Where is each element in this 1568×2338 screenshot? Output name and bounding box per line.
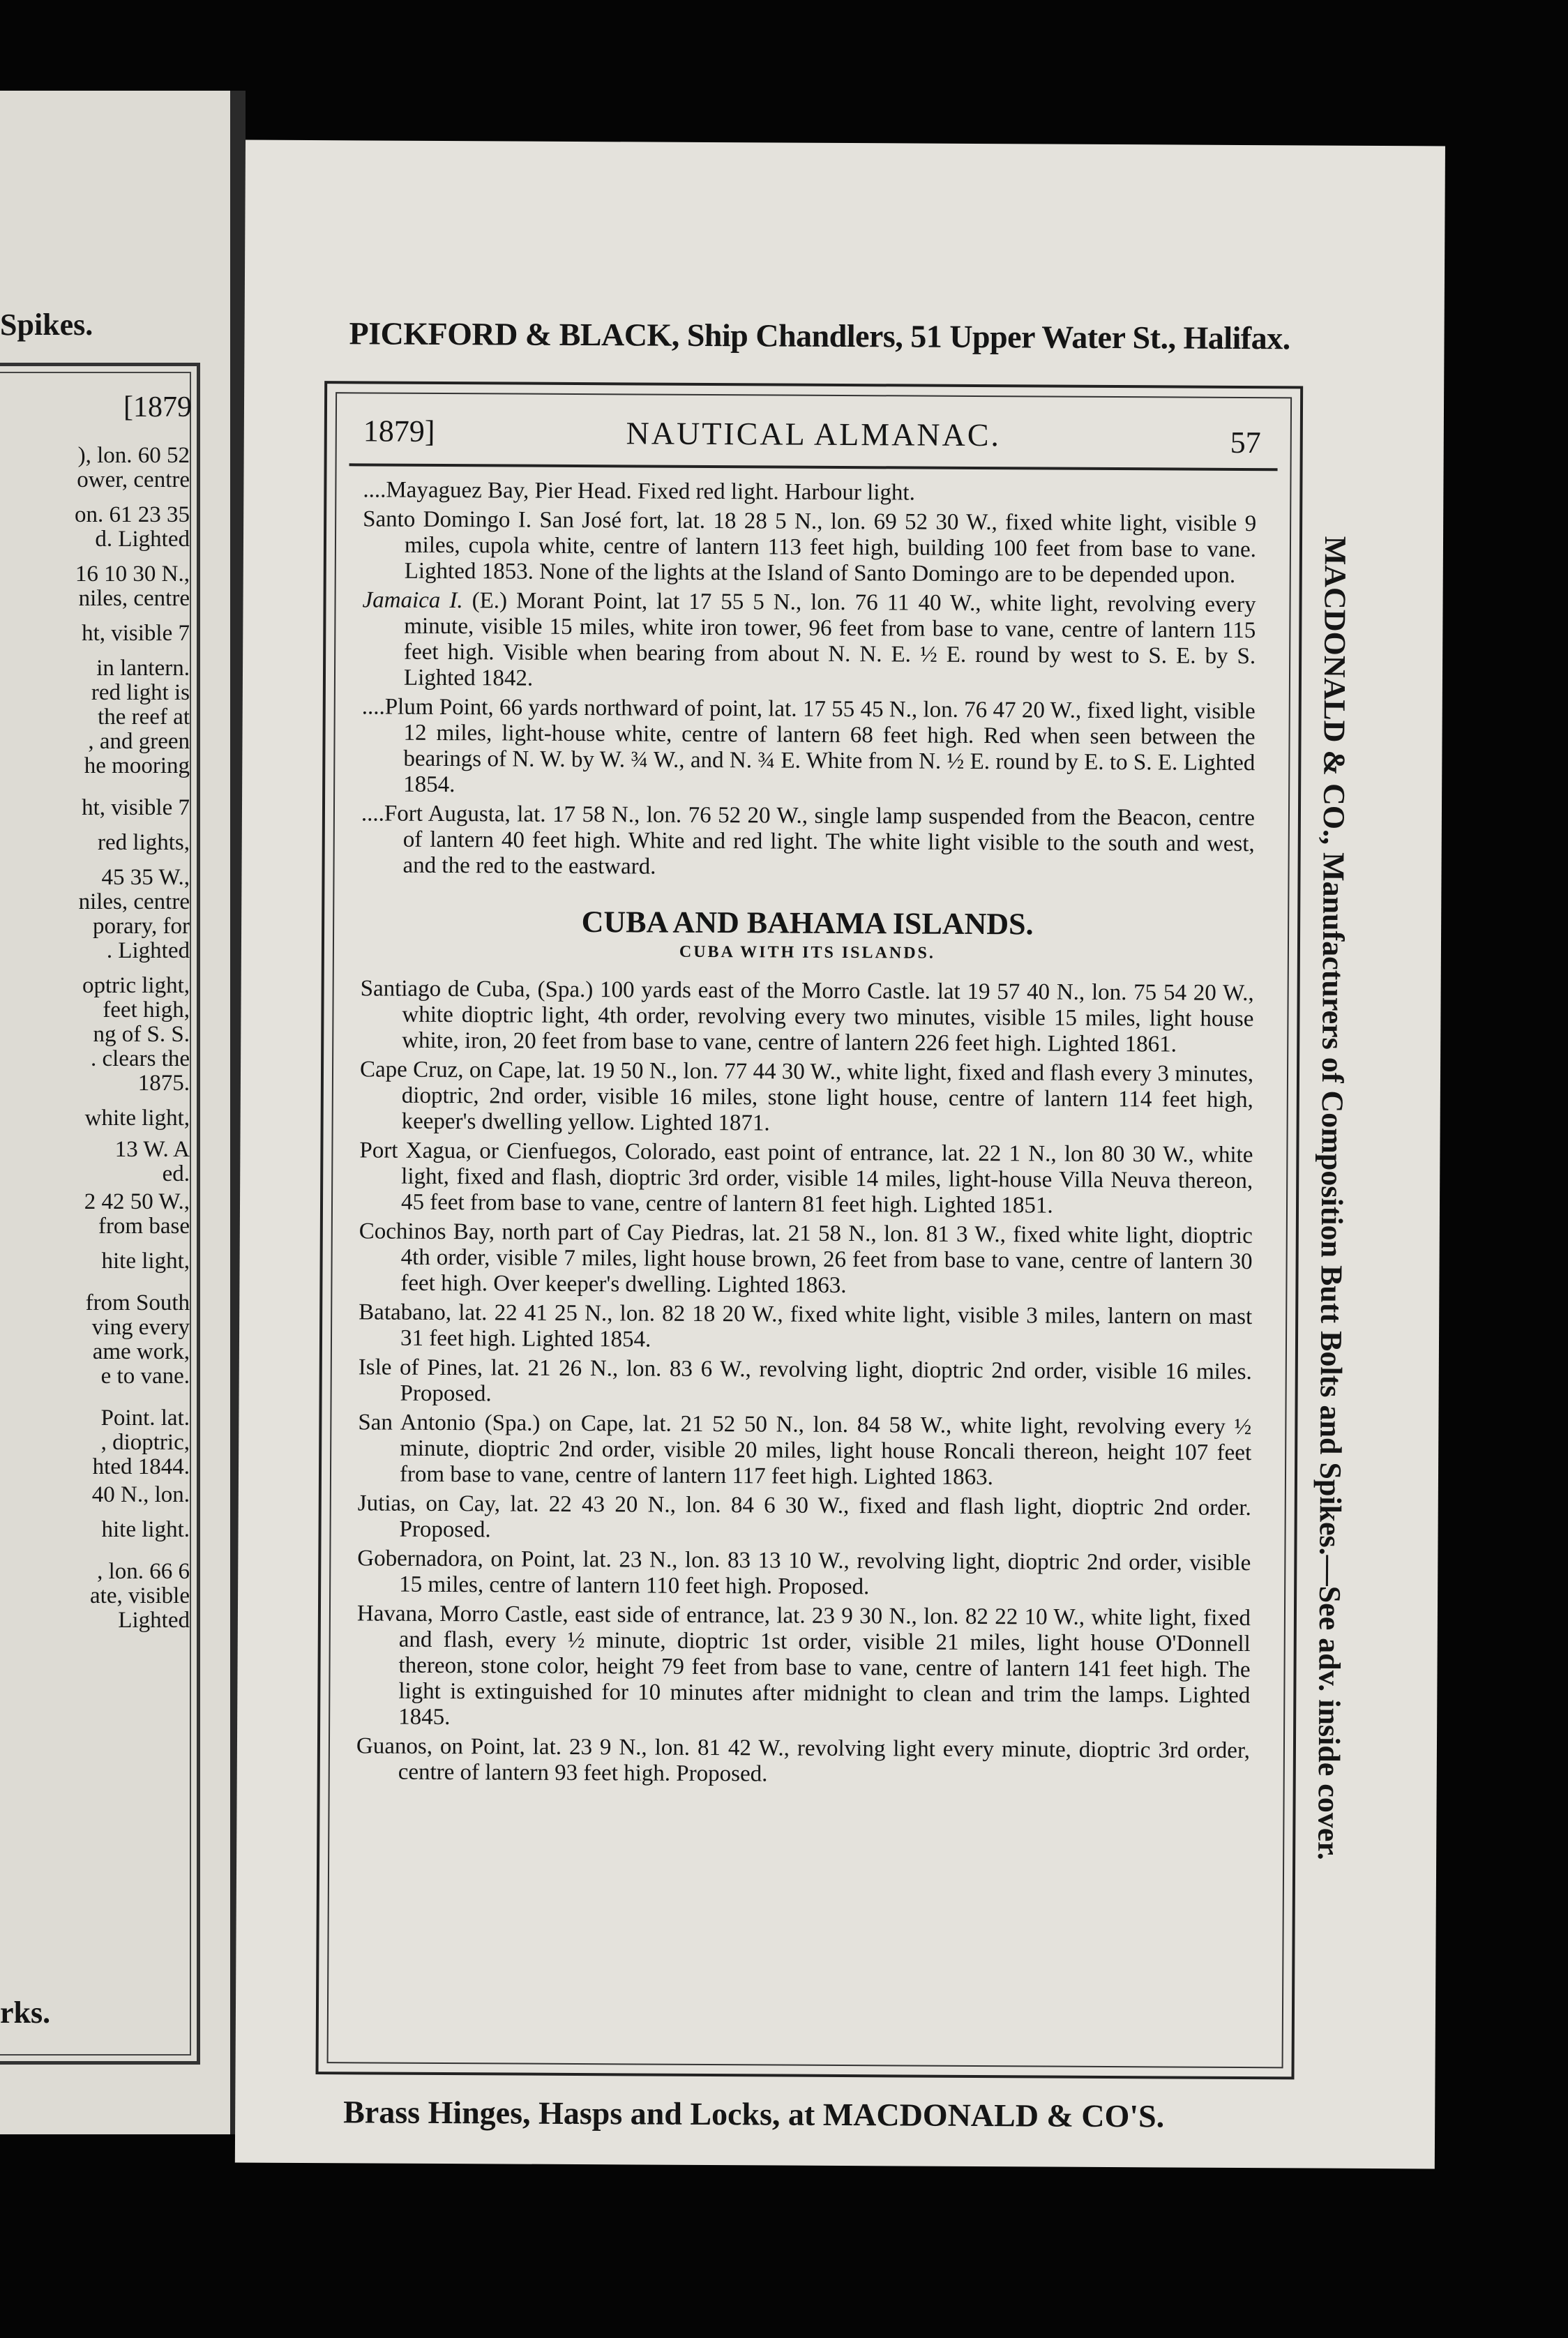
left-page-line: e to vane. bbox=[100, 1364, 190, 1389]
page-header bbox=[358, 407, 1269, 461]
left-page-line: , and green bbox=[88, 729, 190, 754]
left-page-line: , lon. 66 6 bbox=[97, 1559, 190, 1584]
left-page-line: from South bbox=[85, 1290, 190, 1315]
lighthouse-entry bbox=[359, 1219, 1253, 1301]
left-page-line: ate, visible bbox=[90, 1583, 190, 1608]
left-page-line: in lantern. bbox=[96, 656, 190, 681]
page-frame bbox=[315, 381, 1303, 2079]
entry-text: (E.) Morant Point, lat 17 55 5 N., lon. 76 11 40 W., white light, revolving every minute, visible 15 miles, white iron tower, 96 feet from base to vane, centre of lantern 115 feet high. Visible when bearing from about N. N. E. ½ E. round by west to S. E. by S. Lighted 1842. bbox=[403, 588, 1256, 691]
left-page-line: he mooring bbox=[84, 753, 190, 778]
entry-text: ....Plum Point, 66 yards northward of point, lat. 17 55 45 N., lon. 76 47 20 W., fixed light, visible 12 miles, light-house white, centre of lantern 68 feet high. Red when seen between the bearings of N. W. by W. ¾ W., and N. ¾ E. White from N. ½ E. round by E. to S. E. Lighted 1854. bbox=[361, 694, 1256, 798]
entry-place-name: Jamaica I. bbox=[362, 587, 463, 614]
lighthouse-entry bbox=[361, 694, 1256, 802]
lighthouse-entry bbox=[357, 1491, 1251, 1547]
left-page-line: from base bbox=[98, 1214, 190, 1239]
lighthouse-entry bbox=[359, 1138, 1253, 1220]
left-page-line: ht, visible 7 bbox=[82, 795, 190, 820]
entry-text: Santiago de Cuba, (Spa.) 100 yards east of the Morro Castle. lat 19 57 40 N., lon. 75 54 20 W., white dioptric light, 4th order, revolving every two minutes, visible 15 miles, light house white, iron, 20 feet from base to vane, centre of lantern 226 feet high. Lighted 1861. bbox=[360, 976, 1254, 1057]
left-page-line: optric light, bbox=[82, 973, 190, 998]
lighthouse-entry bbox=[359, 1355, 1252, 1411]
lighthouse-entry bbox=[359, 1299, 1252, 1356]
left-page-line: ed. bbox=[162, 1161, 190, 1186]
left-page-line: red lights, bbox=[98, 830, 190, 855]
left-page-line: niles, centre bbox=[78, 889, 190, 914]
lighthouse-entry bbox=[356, 1601, 1251, 1735]
left-page-line: 1875. bbox=[137, 1071, 190, 1096]
entry-text: Isle of Pines, lat. 21 26 N., lon. 83 6 W., revolving light, dioptric 2nd order, visible 16 miles. Proposed. bbox=[358, 1355, 1252, 1407]
lighthouse-entry bbox=[360, 976, 1254, 1058]
left-page-line: hite light, bbox=[101, 1249, 190, 1274]
left-page-line: feet high, bbox=[103, 997, 190, 1023]
lighthouse-entry bbox=[356, 1733, 1250, 1790]
left-page-line: the reef at bbox=[98, 704, 190, 730]
running-head-advert: PICKFORD & BLACK, Ship Chandlers, 51 Upper Water St., Halifax. bbox=[349, 315, 1290, 356]
left-page-line: 13 W. A bbox=[114, 1137, 190, 1162]
section-subheading: CUBA WITH ITS ISLANDS. bbox=[679, 942, 935, 963]
left-page-line: 2 42 50 W., bbox=[84, 1189, 190, 1214]
lighthouse-entry bbox=[362, 587, 1256, 695]
left-page-line: d. Lighted bbox=[95, 527, 190, 552]
left-page-line: ving every bbox=[91, 1315, 190, 1340]
left-page-line: porary, for bbox=[93, 914, 190, 939]
left-page-heading: Spikes. bbox=[0, 308, 93, 342]
footer-advert: Brass Hinges, Hasps and Locks, at MACDONALD & CO'S. bbox=[343, 2094, 1165, 2134]
almanac-page bbox=[235, 139, 1445, 2169]
side-advert: MACDONALD & CO., Manufacturers of Composition Butt Bolts and Spikes.—See adv. inside cover. bbox=[1311, 536, 1353, 1861]
lighthouse-entry bbox=[363, 477, 1256, 508]
left-page-footer: rks. bbox=[0, 1996, 51, 2030]
left-page-line: 40 N., lon. bbox=[91, 1482, 190, 1507]
left-page-line: 16 10 30 N., bbox=[75, 561, 190, 587]
left-page-line: on. 61 23 35 bbox=[75, 502, 190, 527]
entry-text: Jutias, on Cay, lat. 22 43 20 N., lon. 84 6 30 W., fixed and flash light, dioptric 2nd order. Proposed. bbox=[357, 1491, 1251, 1543]
page-number: 57 bbox=[1230, 425, 1261, 460]
page-title: NAUTICAL ALMANAC. bbox=[626, 415, 1002, 453]
header-rule bbox=[349, 463, 1278, 471]
cuba-entries bbox=[356, 976, 1254, 1790]
entry-text: ....Fort Augusta, lat. 17 58 N., lon. 76 52 20 W., single lamp suspended from the Beacon, centre of lantern 40 feet high. White and red light. The white light visible to the south and west, and the red to the eastward. bbox=[361, 801, 1256, 880]
entry-text: San Antonio (Spa.) on Cape, lat. 21 52 50 N., lon. 84 58 W., white light, revolving every ½ minute, dioptric 2nd order, visible 20 miles, light house Roncali thereon, height 107 feet from base to vane, centre of lantern 117 feet high. Lighted 1863. bbox=[358, 1410, 1252, 1491]
left-page-line: red light is bbox=[91, 680, 190, 705]
entry-text: Batabano, lat. 22 41 25 N., lon. 82 18 20 W., fixed white light, visible 3 miles, lantern on mast 31 feet high. Lighted 1854. bbox=[359, 1299, 1253, 1352]
entry-text: ....Mayaguez Bay, Pier Head. Fixed red light. Harbour light. bbox=[363, 477, 915, 506]
lighthouse-entry bbox=[361, 801, 1255, 883]
left-page-line: Point. lat. bbox=[100, 1405, 190, 1431]
entry-text: Guanos, on Point, lat. 23 9 N., lon. 81 42 W., revolving light every minute, dioptric 3rd order, centre of lantern 93 feet high. Proposed. bbox=[356, 1733, 1251, 1787]
left-page-line: . clears the bbox=[90, 1046, 190, 1071]
lighthouse-entry bbox=[357, 1546, 1251, 1602]
left-page-line: ht, visible 7 bbox=[82, 621, 190, 646]
left-page-line: hite light. bbox=[101, 1517, 190, 1542]
entry-text: Cochinos Bay, north part of Cay Piedras, lat. 21 58 N., lon. 81 3 W., fixed white light, dioptric 4th order, visible 7 miles, light house brown, 26 feet from base to vane, centre of lantern 30 feet high. Over keeper's dwelling. Lighted 1863. bbox=[359, 1219, 1253, 1299]
header-year: 1879] bbox=[363, 414, 435, 448]
entry-text: Gobernadora, on Point, lat. 23 N., lon. 83 13 10 W., revolving light, dioptric 2nd order, visible 15 miles, centre of lantern 110 feet high. Proposed. bbox=[357, 1546, 1251, 1600]
entry-text: Santo Domingo I. San José fort, lat. 18 28 5 N., lon. 69 52 30 W., fixed white light, visible 9 miles, cupola white, centre of lantern 113 feet high, building 100 feet from base to vane. Lighted 1853. None of the lights at the Island of Santo Domingo are to be depended upon. bbox=[363, 506, 1257, 588]
left-page-line: ng of S. S. bbox=[93, 1022, 190, 1047]
entry-text: Cape Cruz, on Cape, lat. 19 50 N., lon. 77 44 30 W., white light, fixed and flash every 3 minutes, dioptric, 2nd order, visible 16 miles, stone light house, centre of lantern 114 feet high, keeper's dwelling yellow. Lighted 1871. bbox=[359, 1057, 1254, 1136]
entry-text: Port Xagua, or Cienfuegos, Colorado, east point of entrance, lat. 22 1 N., lon 80 30 W., white light, fixed and flash, dioptric 3rd order, visible 14 miles, light-house Villa Neuva thereon, 45 feet from base to vane, centre of lantern 81 feet high. Lighted 1851. bbox=[359, 1138, 1253, 1219]
west-indies-entries bbox=[361, 477, 1256, 883]
left-page-line: ame work, bbox=[92, 1339, 190, 1364]
lighthouse-entry bbox=[360, 1057, 1254, 1139]
left-page-line: ), lon. 60 52 bbox=[77, 443, 190, 468]
page-inner-frame bbox=[327, 392, 1292, 2068]
lighthouse-listing bbox=[356, 477, 1257, 1793]
section-heading: CUBA AND BAHAMA ISLANDS. bbox=[581, 905, 1034, 942]
left-page-line: , dioptric, bbox=[100, 1430, 190, 1455]
left-page-line: 45 35 W., bbox=[101, 865, 190, 890]
left-page-line: niles, centre bbox=[78, 586, 190, 611]
entry-text: Havana, Morro Castle, east side of entrance, lat. 23 9 30 N., lon. 82 22 10 W., white light, fixed and flash, every ½ minute, dioptric 1st order, visible 21 miles, light house O'Donnell thereon, stone color, height 79 feet from base to vane, centre of lantern 141 feet high. The light is extinguished for 10 minutes after midnight to clean and trim the lamps. Lighted 1845. bbox=[356, 1601, 1251, 1730]
lighthouse-entry bbox=[358, 1410, 1252, 1492]
left-page-line: . Lighted bbox=[106, 938, 190, 963]
left-page-line: ower, centre bbox=[77, 467, 190, 492]
lighthouse-entry bbox=[363, 506, 1257, 589]
left-page-year: [1879 bbox=[123, 391, 192, 423]
previous-page-strip bbox=[0, 91, 230, 2134]
left-page-line: hted 1844. bbox=[92, 1454, 190, 1479]
left-page-line: white light, bbox=[84, 1106, 190, 1131]
left-page-line: Lighted bbox=[118, 1608, 190, 1633]
